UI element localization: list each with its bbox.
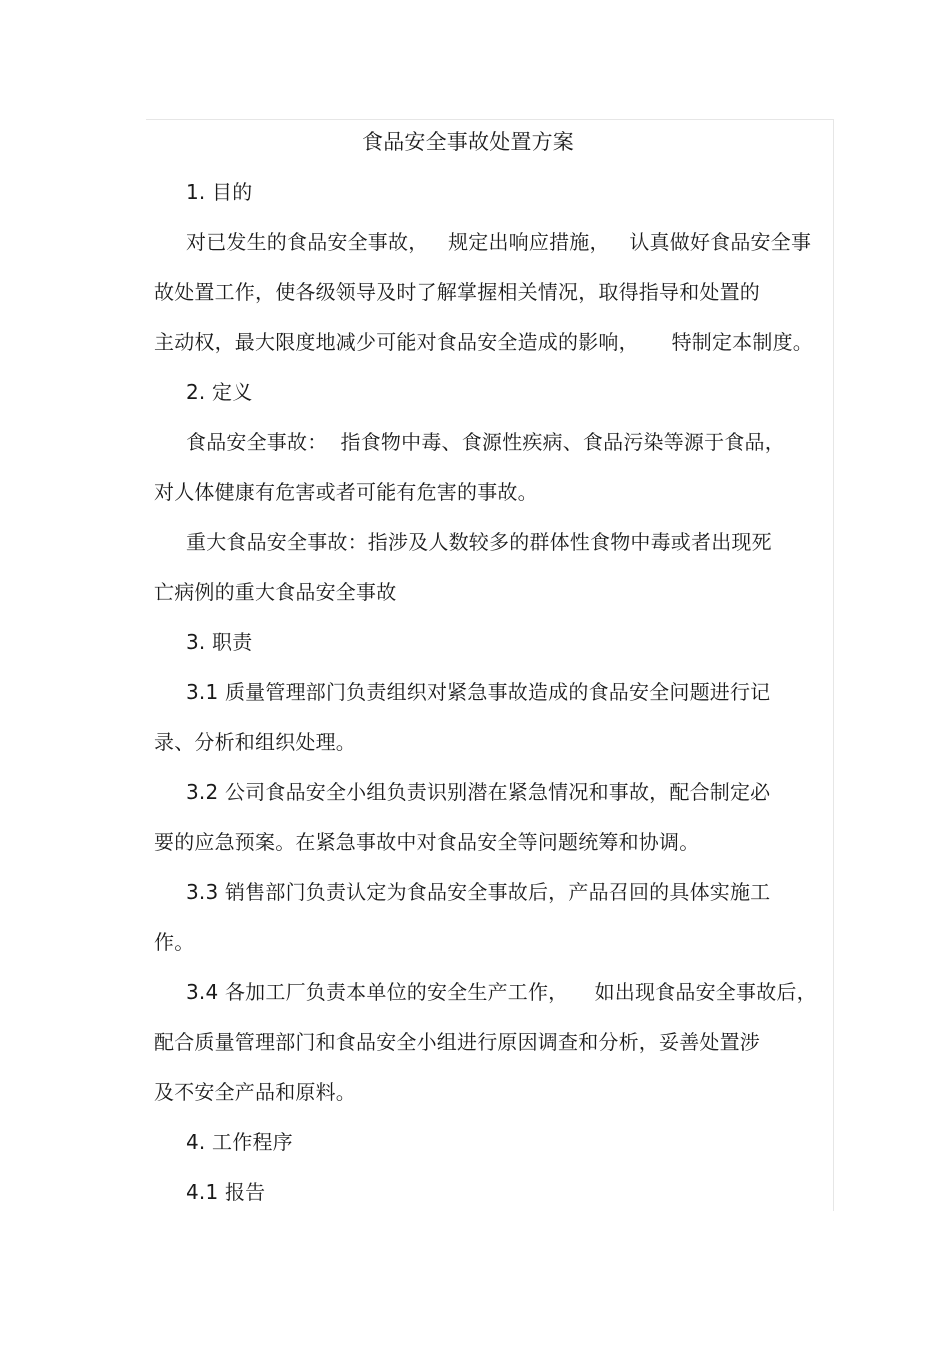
heading-definition: 2. 定义 <box>186 380 253 404</box>
paragraph-line: 及不安全产品和原料。 <box>154 1080 356 1104</box>
heading-purpose: 1. 目的 <box>186 180 253 204</box>
document-title: 食品安全事故处置方案 <box>362 130 574 154</box>
paragraph-line: 配合质量管理部门和食品安全小组进行原因调查和分析，妥善处置涉 <box>154 1030 760 1054</box>
page-frame-right-border <box>833 119 834 1211</box>
paragraph-line: 亡病例的重大食品安全事故 <box>154 580 397 604</box>
subheading-report: 4.1 报告 <box>186 1180 266 1204</box>
paragraph-line: 录、分析和组织处理。 <box>154 730 356 754</box>
page-frame-top-border <box>146 119 834 120</box>
heading-responsibilities: 3. 职责 <box>186 630 253 654</box>
paragraph-line: 作。 <box>154 930 195 954</box>
paragraph-line: 主动权，最大限度地减少可能对食品安全造成的影响， 特制定本制度。 <box>154 330 813 354</box>
paragraph-line: 对已发生的食品安全事故， 规定出响应措施， 认真做好食品安全事 <box>186 230 812 254</box>
paragraph-line: 3.3 销售部门负责认定为食品安全事故后，产品召回的具体实施工 <box>186 880 771 904</box>
paragraph-line: 3.1 质量管理部门负责组织对紧急事故造成的食品安全问题进行记 <box>186 680 771 704</box>
paragraph-line: 故处置工作，使各级领导及时了解掌握相关情况，取得指导和处置的 <box>154 280 760 304</box>
paragraph-line: 要的应急预案。在紧急事故中对食品安全等问题统筹和协调。 <box>154 830 700 854</box>
paragraph-line: 重大食品安全事故：指涉及人数较多的群体性食物中毒或者出现死 <box>186 530 772 554</box>
paragraph-line: 食品安全事故： 指食物中毒、食源性疾病、食品污染等源于食品， <box>186 430 785 454</box>
paragraph-line: 3.4 各加工厂负责本单位的安全生产工作， 如出现食品安全事故后， <box>186 980 817 1004</box>
paragraph-line: 3.2 公司食品安全小组负责识别潜在紧急情况和事故，配合制定必 <box>186 780 771 804</box>
heading-procedure: 4. 工作程序 <box>186 1130 293 1154</box>
paragraph-line: 对人体健康有危害或者可能有危害的事故。 <box>154 480 538 504</box>
